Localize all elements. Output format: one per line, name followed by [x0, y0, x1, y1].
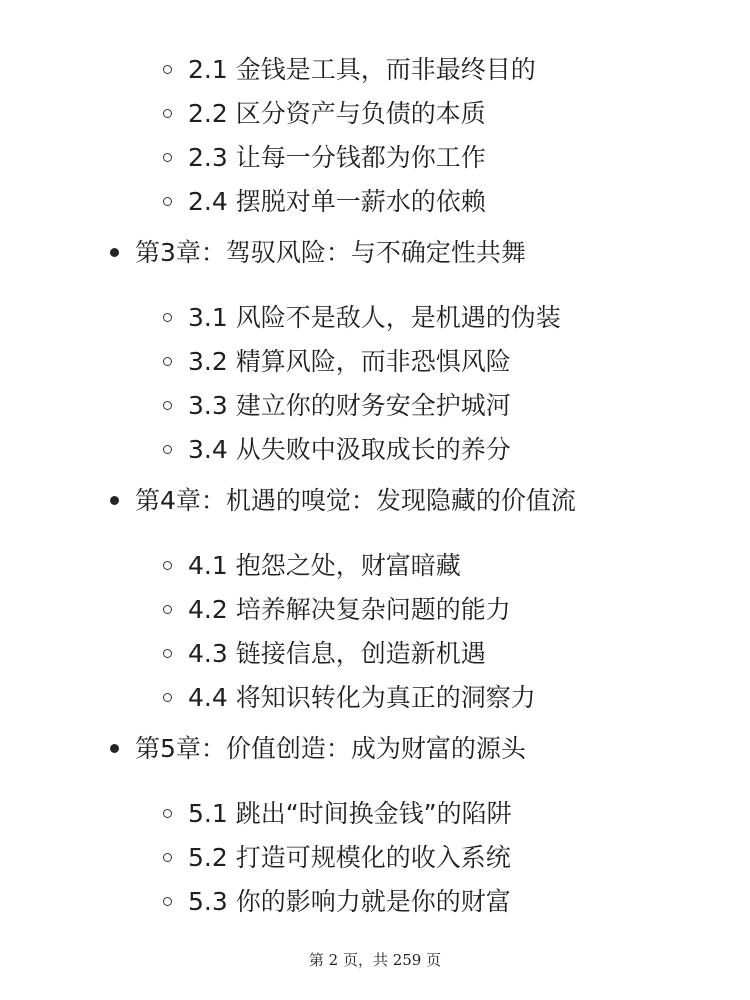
- hollow-bullet-icon: [163, 693, 172, 702]
- toc-subitem-3-2[interactable]: [0, 340, 750, 384]
- toc-subitem-label: 5.3 你的影响力就是你的财富: [188, 887, 511, 916]
- hollow-bullet-icon: [163, 809, 172, 818]
- toc-subitem-label: 5.2 打造可规模化的收入系统: [188, 843, 511, 872]
- toc-chapter-4[interactable]: [0, 472, 750, 530]
- hollow-bullet-icon: [163, 109, 172, 118]
- toc-subitem-label: 3.3 建立你的财务安全护城河: [188, 391, 511, 420]
- hollow-bullet-icon: [163, 853, 172, 862]
- hollow-bullet-icon: [163, 401, 172, 410]
- toc-subitem-3-3[interactable]: [0, 384, 750, 428]
- toc-subitem-5-2[interactable]: [0, 836, 750, 880]
- toc-chapter-label: 第4章：机遇的嗅觉：发现隐藏的价值流: [135, 486, 576, 515]
- toc-subitem-5-3[interactable]: [0, 880, 750, 924]
- toc-subitem-label: 4.3 链接信息，创造新机遇: [188, 639, 486, 668]
- toc-subitem-2-3[interactable]: [0, 136, 750, 180]
- toc-chapter-5[interactable]: [0, 720, 750, 778]
- toc-subitem-label: 2.2 区分资产与负债的本质: [188, 99, 486, 128]
- toc-subitem-label: 3.4 从失败中汲取成长的养分: [188, 435, 511, 464]
- hollow-bullet-icon: [163, 357, 172, 366]
- toc-subitem-label: 4.2 培养解决复杂问题的能力: [188, 595, 511, 624]
- toc-subitem-label: 3.2 精算风险，而非恐惧风险: [188, 347, 511, 376]
- hollow-bullet-icon: [163, 649, 172, 658]
- toc-subitem-2-1[interactable]: [0, 48, 750, 92]
- toc-chapter-3[interactable]: [0, 224, 750, 282]
- hollow-bullet-icon: [163, 897, 172, 906]
- toc-subitem-3-1[interactable]: [0, 296, 750, 340]
- toc-subitem-4-1[interactable]: [0, 544, 750, 588]
- toc-subitem-label: 2.1 金钱是工具，而非最终目的: [188, 55, 536, 84]
- hollow-bullet-icon: [163, 605, 172, 614]
- filled-bullet-icon: [110, 248, 119, 257]
- table-of-contents: [0, 48, 750, 924]
- toc-subitem-4-2[interactable]: [0, 588, 750, 632]
- toc-chapter-label: 第5章：价值创造：成为财富的源头: [135, 734, 526, 763]
- hollow-bullet-icon: [163, 561, 172, 570]
- toc-subitem-label: 3.1 风险不是敌人，是机遇的伪装: [188, 303, 561, 332]
- toc-subitem-2-4[interactable]: [0, 180, 750, 224]
- toc-subitem-label: 5.1 跳出“时间换金钱”的陷阱: [188, 799, 512, 828]
- hollow-bullet-icon: [163, 153, 172, 162]
- toc-subitem-4-3[interactable]: [0, 632, 750, 676]
- hollow-bullet-icon: [163, 313, 172, 322]
- hollow-bullet-icon: [163, 65, 172, 74]
- toc-subitem-label: 4.4 将知识转化为真正的洞察力: [188, 683, 536, 712]
- toc-subitem-5-1[interactable]: [0, 792, 750, 836]
- page-number-footer: 第 2 页，共 259 页: [308, 951, 442, 969]
- toc-subitem-2-2[interactable]: [0, 92, 750, 136]
- toc-subitem-4-4[interactable]: [0, 676, 750, 720]
- toc-subitem-label: 2.4 摆脱对单一薪水的依赖: [188, 187, 486, 216]
- toc-subitem-label: 2.3 让每一分钱都为你工作: [188, 143, 486, 172]
- toc-subitem-label: 4.1 抱怨之处，财富暗藏: [188, 551, 461, 580]
- toc-chapter-label: 第3章：驾驭风险：与不确定性共舞: [135, 238, 526, 267]
- hollow-bullet-icon: [163, 197, 172, 206]
- toc-subitem-3-4[interactable]: [0, 428, 750, 472]
- filled-bullet-icon: [110, 744, 119, 753]
- filled-bullet-icon: [110, 496, 119, 505]
- hollow-bullet-icon: [163, 445, 172, 454]
